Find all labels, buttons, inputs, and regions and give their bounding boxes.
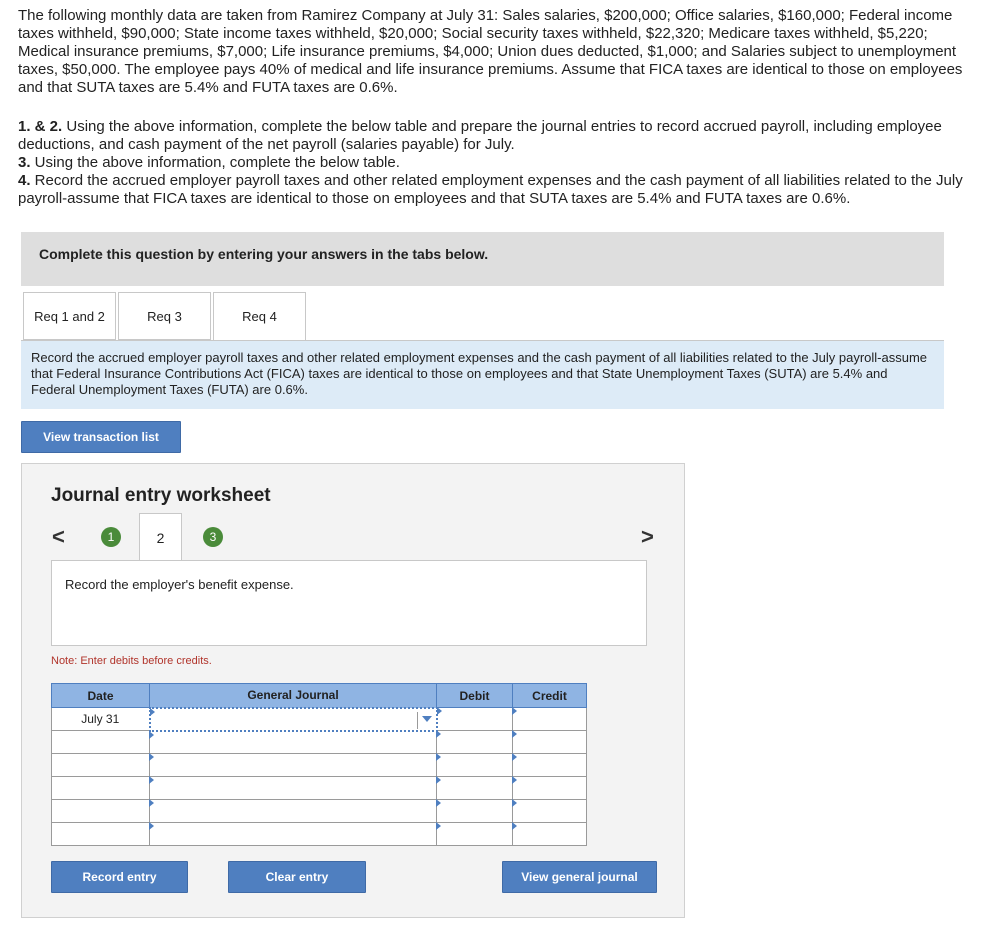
requirement-tabs	[21, 292, 944, 340]
date-cell	[52, 754, 150, 777]
dropdown-arrow-icon[interactable]	[422, 716, 432, 722]
debit-input[interactable]	[437, 777, 512, 799]
journal-header-row	[52, 684, 587, 708]
chevron-left-icon[interactable]: <	[52, 524, 65, 549]
table-row	[52, 800, 587, 823]
account-input[interactable]	[150, 732, 436, 754]
requirement-number: 3.	[18, 154, 31, 171]
table-row	[52, 777, 587, 800]
credit-input[interactable]	[513, 754, 586, 776]
debit-cell[interactable]	[437, 708, 513, 731]
cell-marker	[149, 753, 154, 761]
step-3-button[interactable]: 3	[203, 527, 223, 547]
cell-marker	[512, 753, 517, 761]
cell-marker	[150, 708, 155, 716]
credit-cell[interactable]	[513, 777, 587, 800]
date-cell	[52, 800, 150, 823]
account-input[interactable]	[151, 709, 436, 730]
account-input[interactable]	[150, 823, 436, 845]
journal-table	[51, 683, 587, 846]
problem-text: The following monthly data are taken from Ramirez Company at July 31: Sales salaries, $200,000; Office salaries, $160,000; Federal income taxes withheld, $90,000; State income taxes withheld, $20,000; Social security taxes withheld, $22,320; Medicare taxes withheld, $5,220; Medical insurance premiums, $7,000; Life insurance premiums, $4,000; Union dues deducted, $1,000; and Salaries subject to unemployment taxes, $50,000. The employee pays 40% of medical and life insurance premiums. Assume that FICA taxes are identical to those on employees and that SUTA taxes are 5.4% and FUTA taxes are 0.6%.	[18, 7, 963, 96]
debit-column-header: Debit	[437, 684, 513, 708]
requirement-text: Record the accrued employer payroll taxes and other related employment expenses and the cash payment of all liabilities related to the July payroll-assume that FICA taxes are identical to those on employees and that SUTA taxes are 5.4% and FUTA taxes are 0.6%.	[18, 172, 963, 207]
credit-column-header: Credit	[513, 684, 587, 708]
debit-input[interactable]	[437, 731, 512, 753]
cell-marker	[436, 776, 441, 784]
requirements-list	[18, 118, 973, 208]
table-row	[52, 754, 587, 777]
cell-marker	[512, 730, 517, 738]
clear-entry-button[interactable]: Clear entry	[228, 861, 366, 893]
cell-marker	[512, 707, 517, 715]
debit-cell[interactable]	[437, 754, 513, 777]
cell-marker	[512, 822, 517, 830]
tab-req-1-and-2[interactable]: Req 1 and 2	[23, 292, 116, 340]
requirement-text: Using the above information, complete the below table and prepare the journal entries to record accrued payroll, including employee deductions, and cash payment of the net payroll (salaries payable) for July.	[18, 118, 942, 153]
view-transaction-list-button[interactable]: View transaction list	[21, 421, 181, 453]
date-column-header: Date	[52, 684, 150, 708]
problem-statement	[18, 7, 973, 97]
account-input[interactable]	[150, 754, 436, 776]
cell-marker	[436, 822, 441, 830]
debit-input[interactable]	[437, 823, 512, 845]
account-select-cell[interactable]	[150, 777, 437, 800]
worksheet-title: Journal entry worksheet	[51, 485, 271, 506]
credit-cell[interactable]	[513, 800, 587, 823]
journal-entry-worksheet	[21, 463, 685, 918]
requirement-description: Record the accrued employer payroll taxes and other related employment expenses and the cash payment of all liabilities related to the July payroll-assume that Federal Insurance Contributions Act (FICA) taxes are identical to those on employees and that State Unemployment Taxes (SUTA) are 5.4% and Federal Unemployment Taxes (FUTA) are 0.6%.	[21, 341, 944, 409]
chevron-right-icon[interactable]: >	[641, 524, 654, 549]
account-select-cell[interactable]	[150, 754, 437, 777]
cell-marker	[437, 707, 442, 715]
debit-cell[interactable]	[437, 823, 513, 846]
cell-marker	[436, 799, 441, 807]
requirement-1-2	[18, 118, 973, 154]
table-row	[52, 731, 587, 754]
date-cell	[52, 823, 150, 846]
account-select-cell[interactable]	[150, 823, 437, 846]
debit-input[interactable]	[438, 708, 513, 730]
debit-credit-note: Note: Enter debits before credits.	[51, 655, 212, 667]
date-cell: July 31	[52, 708, 150, 731]
credit-input[interactable]	[513, 777, 586, 799]
table-row	[52, 708, 587, 731]
cell-marker	[512, 799, 517, 807]
debit-input[interactable]	[437, 800, 512, 822]
record-entry-button[interactable]: Record entry	[51, 861, 188, 893]
prompt-text: Record the employer's benefit expense.	[65, 577, 294, 592]
credit-input[interactable]	[513, 800, 586, 822]
entry-prompt	[51, 560, 647, 646]
requirement-number: 1. & 2.	[18, 118, 63, 135]
debit-cell[interactable]	[437, 800, 513, 823]
credit-cell[interactable]	[513, 754, 587, 777]
table-row	[52, 823, 587, 846]
requirement-4	[18, 172, 973, 208]
cell-marker	[436, 730, 441, 738]
credit-cell[interactable]	[513, 823, 587, 846]
cell-marker	[512, 776, 517, 784]
debit-cell[interactable]	[437, 731, 513, 754]
tab-req-3[interactable]: Req 3	[118, 292, 211, 340]
view-general-journal-button[interactable]: View general journal	[502, 861, 657, 893]
credit-cell[interactable]	[513, 731, 587, 754]
general-journal-column-header: General Journal	[150, 684, 437, 708]
credit-input[interactable]	[513, 731, 586, 753]
instruction-bar: Complete this question by entering your answers in the tabs below.	[21, 232, 944, 286]
cell-marker	[436, 753, 441, 761]
credit-input[interactable]	[513, 708, 586, 730]
debit-input[interactable]	[437, 754, 512, 776]
cell-marker	[149, 822, 154, 830]
account-select-cell[interactable]	[150, 731, 437, 754]
cell-marker	[149, 776, 154, 784]
step-2-tab[interactable]: 2	[139, 513, 182, 561]
debit-cell[interactable]	[437, 777, 513, 800]
date-cell	[52, 731, 150, 754]
cell-marker	[149, 799, 154, 807]
account-select-cell[interactable]	[150, 708, 437, 731]
tab-req-4[interactable]: Req 4	[213, 292, 306, 341]
requirement-number: 4.	[18, 172, 31, 189]
date-cell	[52, 777, 150, 800]
account-input[interactable]	[150, 800, 436, 822]
account-input[interactable]	[150, 777, 436, 799]
credit-input[interactable]	[513, 823, 586, 845]
credit-cell[interactable]	[513, 708, 587, 731]
cell-marker	[149, 731, 154, 739]
step-1-button[interactable]: 1	[101, 527, 121, 547]
account-select-cell[interactable]	[150, 800, 437, 823]
requirement-3	[18, 154, 973, 172]
dropdown-separator	[417, 712, 418, 729]
requirement-text: Using the above information, complete the below table.	[30, 154, 400, 171]
